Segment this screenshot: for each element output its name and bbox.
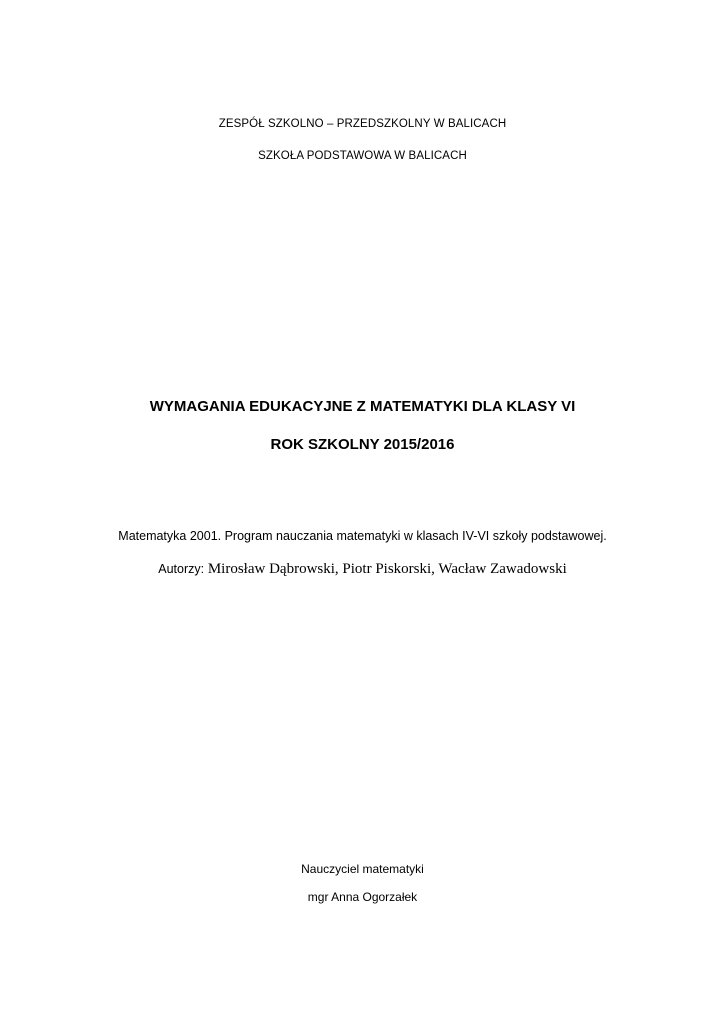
document-title: WYMAGANIA EDUKACYJNE Z MATEMATYKI DLA KLASY VI xyxy=(149,398,576,415)
authors-names: Mirosław Dąbrowski, Piotr Piskorski, Wacław Zawadowski xyxy=(204,561,567,577)
teacher-name: mgr Anna Ogorzałek xyxy=(307,890,418,904)
program-description: Matematyka 2001. Program nauczania matematyki w klasach IV-VI szkoły podstawowej. xyxy=(118,529,607,543)
school-complex-name: ZESPÓŁ SZKOLNO – PRZEDSZKOLNY W BALICACH xyxy=(218,118,507,130)
authors-label: Autorzy: xyxy=(158,562,205,576)
school-year: ROK SZKOLNY 2015/2016 xyxy=(270,436,455,453)
teacher-role: Nauczyciel matematyki xyxy=(301,862,424,876)
program-authors xyxy=(0,561,725,578)
school-name: SZKOŁA PODSTAWOWA W BALICACH xyxy=(258,150,467,162)
